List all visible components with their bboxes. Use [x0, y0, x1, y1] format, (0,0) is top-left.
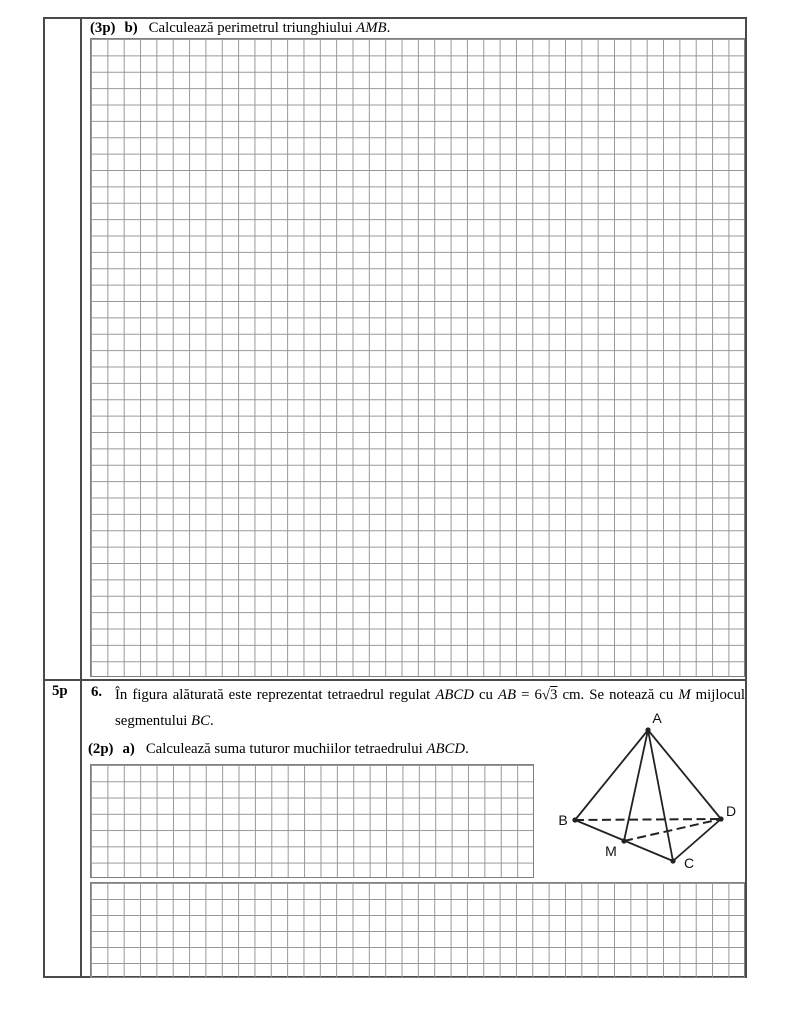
p6-l1-math-abcd: ABCD: [435, 687, 474, 703]
p6-l1-math-ab: AB: [498, 687, 517, 703]
p6-l1-text5: mijlocul: [690, 687, 745, 703]
vertex-label-c: C: [683, 855, 695, 871]
problem-6a-text: Calculează suma tuturor muchiilor tetraedrului: [145, 741, 427, 757]
answer-grid-6a-full: [90, 882, 745, 978]
tetrahedron-figure: [550, 706, 750, 880]
problem-6a-period: .: [465, 741, 469, 757]
problem-5b-item: b): [124, 20, 138, 36]
p6-l1-text2: cu: [473, 687, 498, 703]
radical-sign: √: [541, 687, 551, 704]
p6-l1-math-m: M: [678, 687, 691, 703]
p6-l1-text4: cm. Se notează cu: [557, 687, 679, 703]
problem-6a-points: (2p): [88, 741, 114, 757]
p6-l2-period: .: [209, 713, 214, 729]
vertex-label-d: D: [725, 803, 737, 819]
problem-5b-text: Calculează perimetrul triunghiului: [148, 20, 353, 36]
vertex-label-b: B: [558, 812, 568, 828]
problem-6-statement-line1: [115, 684, 745, 706]
answer-grid-6a: [90, 764, 534, 878]
margin-column-divider: [80, 17, 82, 978]
problem-5b-points: (3p): [90, 20, 116, 36]
problem-6a-math: ABCD: [426, 741, 466, 757]
p6-l1-text3: = 6: [516, 687, 542, 703]
problem-5b-math: AMB: [356, 20, 387, 36]
row-divider: [43, 679, 747, 681]
tetrahedron-solid-edges: [575, 730, 721, 861]
p6-l2-text1: segmentului: [115, 713, 192, 729]
problem-5b-heading: [90, 19, 740, 37]
problem-6-number: 6.: [91, 684, 103, 700]
problem-5b-period: .: [386, 20, 391, 36]
answer-grid-5b: [90, 38, 745, 677]
p6-l2-math-bc: BC: [191, 713, 210, 729]
problem-6a-item: a): [122, 741, 135, 757]
radicand: 3: [550, 687, 558, 703]
vertex-label-m: M: [605, 843, 617, 859]
p6-l1-text1: În figura alăturată este reprezentat tetraedrul regulat: [115, 687, 436, 703]
vertex-label-a: A: [652, 710, 662, 726]
problem-6-score-badge: 5p: [52, 683, 68, 699]
